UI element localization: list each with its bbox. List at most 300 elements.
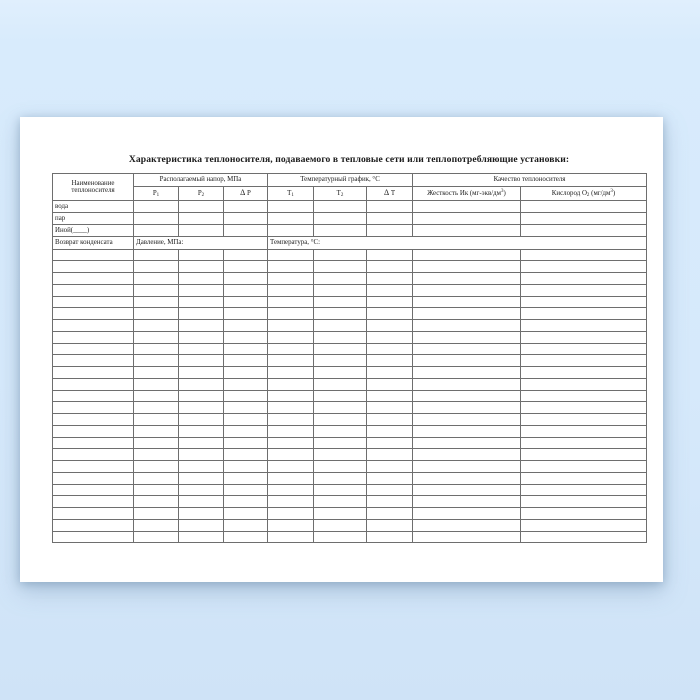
empty-cell — [367, 343, 413, 355]
empty-cell — [413, 449, 521, 461]
empty-cell — [314, 249, 367, 261]
empty-cell — [413, 508, 521, 520]
empty-cell — [268, 531, 314, 543]
empty-cell — [413, 343, 521, 355]
empty-cell — [179, 484, 224, 496]
empty-cell — [413, 213, 521, 225]
empty-cell — [224, 402, 268, 414]
empty-cell — [134, 296, 179, 308]
empty-cell — [179, 402, 224, 414]
empty-cell — [413, 296, 521, 308]
empty-cell — [521, 355, 647, 367]
empty-cell — [224, 496, 268, 508]
empty-cell — [134, 273, 179, 285]
empty-cell — [53, 402, 134, 414]
empty-cell — [224, 273, 268, 285]
empty-cell — [53, 449, 134, 461]
empty-cell — [367, 484, 413, 496]
empty-cell — [179, 355, 224, 367]
empty-cell — [521, 225, 647, 237]
empty-cell — [521, 496, 647, 508]
empty-cell — [521, 461, 647, 473]
empty-cell — [413, 461, 521, 473]
empty-cell — [179, 320, 224, 332]
empty-cell — [314, 402, 367, 414]
table-row — [53, 519, 647, 531]
table-row — [53, 531, 647, 543]
empty-cell — [367, 472, 413, 484]
empty-cell — [314, 472, 367, 484]
empty-cell — [224, 261, 268, 273]
empty-cell — [134, 519, 179, 531]
empty-cell — [268, 249, 314, 261]
empty-cell — [134, 331, 179, 343]
empty-cell — [179, 472, 224, 484]
empty-cell — [521, 261, 647, 273]
empty-cell — [179, 331, 224, 343]
empty-cell — [53, 308, 134, 320]
empty-cell — [53, 355, 134, 367]
empty-cell — [224, 225, 268, 237]
empty-cell — [224, 390, 268, 402]
empty-cell — [224, 343, 268, 355]
empty-cell — [314, 437, 367, 449]
empty-cell — [53, 261, 134, 273]
table-row — [53, 355, 647, 367]
table-row — [53, 261, 647, 273]
empty-cell — [224, 213, 268, 225]
empty-cell — [413, 378, 521, 390]
table-row — [53, 320, 647, 332]
empty-cell — [134, 320, 179, 332]
empty-cell — [179, 508, 224, 520]
empty-cell — [134, 308, 179, 320]
empty-cell — [268, 331, 314, 343]
document-page — [20, 117, 663, 582]
empty-cell — [314, 284, 367, 296]
empty-cell — [268, 390, 314, 402]
empty-cell — [179, 261, 224, 273]
table-row — [53, 378, 647, 390]
empty-cell — [224, 308, 268, 320]
table-row — [53, 449, 647, 461]
table-row — [53, 425, 647, 437]
empty-cell — [268, 425, 314, 437]
empty-cell — [179, 273, 224, 285]
empty-cell — [53, 508, 134, 520]
empty-cell — [53, 367, 134, 379]
column-header-name-line2: теплоносителя — [71, 187, 115, 194]
empty-cell — [413, 425, 521, 437]
empty-cell — [367, 201, 413, 213]
empty-cell — [179, 449, 224, 461]
empty-cell — [521, 449, 647, 461]
empty-cell — [413, 355, 521, 367]
empty-cell — [53, 425, 134, 437]
table-row — [53, 437, 647, 449]
empty-cell — [314, 531, 367, 543]
empty-cell — [314, 378, 367, 390]
empty-cell — [268, 437, 314, 449]
empty-cell — [268, 355, 314, 367]
empty-cell — [268, 225, 314, 237]
empty-cell — [224, 249, 268, 261]
table-row-steam — [53, 213, 647, 225]
empty-cell — [268, 496, 314, 508]
empty-cell — [413, 320, 521, 332]
empty-cell — [179, 225, 224, 237]
empty-cell — [53, 331, 134, 343]
empty-cell — [268, 320, 314, 332]
empty-cell — [314, 496, 367, 508]
empty-cell — [268, 472, 314, 484]
empty-cell — [314, 308, 367, 320]
empty-cell — [367, 320, 413, 332]
empty-cell — [268, 284, 314, 296]
empty-cell — [314, 508, 367, 520]
table-row — [53, 414, 647, 426]
empty-cell — [367, 425, 413, 437]
empty-cell — [314, 449, 367, 461]
empty-cell — [268, 296, 314, 308]
column-header-delta-t: Δ Т — [367, 187, 413, 201]
empty-cell — [224, 425, 268, 437]
empty-cell — [521, 367, 647, 379]
table-row — [53, 284, 647, 296]
empty-cell — [521, 320, 647, 332]
empty-cell — [268, 402, 314, 414]
empty-cell — [413, 519, 521, 531]
empty-cell — [314, 519, 367, 531]
empty-cell — [521, 390, 647, 402]
column-header-p1: $Р_1$ — [134, 187, 179, 201]
empty-cell — [413, 402, 521, 414]
empty-cell — [134, 261, 179, 273]
empty-cell — [53, 249, 134, 261]
empty-cell — [179, 414, 224, 426]
empty-cell — [367, 519, 413, 531]
empty-cell — [224, 320, 268, 332]
empty-cell — [179, 519, 224, 531]
empty-cell — [134, 402, 179, 414]
empty-cell — [367, 308, 413, 320]
row-label: пар — [53, 213, 134, 225]
empty-cell — [268, 461, 314, 473]
empty-cell — [224, 461, 268, 473]
row-label: вода — [53, 201, 134, 213]
empty-cell — [413, 496, 521, 508]
empty-cell — [53, 296, 134, 308]
empty-cell — [224, 484, 268, 496]
empty-cell — [268, 414, 314, 426]
empty-cell — [314, 343, 367, 355]
empty-cell — [179, 461, 224, 473]
empty-cell — [268, 508, 314, 520]
empty-cell — [268, 201, 314, 213]
table-row — [53, 496, 647, 508]
empty-cell — [134, 425, 179, 437]
empty-cell — [413, 531, 521, 543]
empty-cell — [521, 437, 647, 449]
empty-cell — [224, 508, 268, 520]
empty-cell — [268, 449, 314, 461]
empty-cell — [134, 449, 179, 461]
empty-cell — [134, 225, 179, 237]
empty-cell — [53, 343, 134, 355]
table-row-water — [53, 201, 647, 213]
empty-cell — [134, 437, 179, 449]
empty-cell — [521, 472, 647, 484]
empty-cell — [413, 437, 521, 449]
empty-cell — [367, 331, 413, 343]
empty-cell — [179, 284, 224, 296]
empty-cell — [224, 284, 268, 296]
empty-cell — [413, 331, 521, 343]
empty-cell — [268, 213, 314, 225]
empty-cell — [367, 437, 413, 449]
empty-cell — [521, 249, 647, 261]
column-header-delta-p: Δ Р — [224, 187, 268, 201]
empty-cell — [53, 496, 134, 508]
table-row — [53, 296, 647, 308]
empty-cell — [53, 484, 134, 496]
empty-cell — [521, 484, 647, 496]
empty-cell — [367, 213, 413, 225]
empty-cell — [413, 367, 521, 379]
empty-cell — [367, 296, 413, 308]
table-row — [53, 174, 647, 187]
empty-cell — [314, 414, 367, 426]
empty-cell — [314, 484, 367, 496]
empty-cell — [521, 519, 647, 531]
column-header-t2: $Т_2$ — [314, 187, 367, 201]
empty-cell — [367, 284, 413, 296]
empty-cell — [179, 496, 224, 508]
empty-cell — [367, 225, 413, 237]
empty-cell — [367, 402, 413, 414]
empty-cell — [134, 508, 179, 520]
empty-cell — [413, 273, 521, 285]
empty-cell — [179, 213, 224, 225]
empty-cell — [53, 519, 134, 531]
empty-cell — [179, 390, 224, 402]
empty-cell — [314, 261, 367, 273]
empty-cell — [367, 261, 413, 273]
empty-cell — [134, 249, 179, 261]
empty-cell — [314, 201, 367, 213]
empty-cell — [179, 425, 224, 437]
table-row — [53, 343, 647, 355]
table-row — [53, 187, 647, 201]
empty-cell — [314, 296, 367, 308]
empty-cell — [134, 472, 179, 484]
empty-cell — [367, 508, 413, 520]
empty-cell — [521, 414, 647, 426]
table-row — [53, 508, 647, 520]
empty-cell — [521, 201, 647, 213]
table-row — [53, 331, 647, 343]
table-row — [53, 472, 647, 484]
table-row — [53, 484, 647, 496]
empty-cell — [367, 273, 413, 285]
empty-cell — [53, 273, 134, 285]
empty-cell — [224, 355, 268, 367]
empty-cell — [179, 308, 224, 320]
empty-cell — [413, 484, 521, 496]
group-header-quality: Качество теплоносителя — [413, 174, 647, 187]
empty-cell — [521, 273, 647, 285]
empty-cell — [367, 449, 413, 461]
empty-cell — [521, 402, 647, 414]
empty-cell — [53, 472, 134, 484]
empty-cell — [314, 367, 367, 379]
empty-cell — [314, 273, 367, 285]
empty-cell — [521, 378, 647, 390]
empty-cell — [224, 296, 268, 308]
empty-cell — [314, 320, 367, 332]
column-header-hardness: Жесткость Ик $(мг-экв/дм^3)$ — [413, 187, 521, 201]
row-label: Иной(____) — [53, 225, 134, 237]
empty-cell — [224, 378, 268, 390]
empty-cell — [179, 296, 224, 308]
empty-cell — [413, 249, 521, 261]
empty-cell — [53, 320, 134, 332]
empty-cell — [268, 273, 314, 285]
empty-cell — [224, 331, 268, 343]
empty-cell — [224, 201, 268, 213]
empty-cell — [314, 225, 367, 237]
empty-rows-body — [53, 249, 647, 543]
empty-cell — [134, 496, 179, 508]
empty-cell — [413, 201, 521, 213]
table-row — [53, 249, 647, 261]
empty-cell — [521, 296, 647, 308]
empty-cell — [413, 308, 521, 320]
empty-cell — [224, 437, 268, 449]
empty-cell — [367, 249, 413, 261]
column-header-oxygen: Кислород $О_2$ $(мг/дм^3)$ — [521, 187, 647, 201]
empty-cell — [521, 213, 647, 225]
empty-cell — [134, 378, 179, 390]
empty-cell — [134, 213, 179, 225]
empty-cell — [134, 414, 179, 426]
empty-cell — [314, 331, 367, 343]
empty-cell — [268, 261, 314, 273]
empty-cell — [224, 519, 268, 531]
empty-cell — [53, 414, 134, 426]
empty-cell — [224, 449, 268, 461]
group-header-temperature: Температурный график, °С — [268, 174, 413, 187]
empty-cell — [134, 531, 179, 543]
page-title: Характеристика теплоносителя, подаваемого в тепловые сети или теплопотребляющие установки: — [128, 154, 570, 165]
table-row-other — [53, 225, 647, 237]
empty-cell — [224, 472, 268, 484]
empty-cell — [53, 284, 134, 296]
empty-cell — [134, 355, 179, 367]
empty-cell — [521, 308, 647, 320]
empty-cell — [179, 367, 224, 379]
empty-cell — [268, 519, 314, 531]
empty-cell — [314, 355, 367, 367]
empty-cell — [314, 213, 367, 225]
empty-cell — [521, 331, 647, 343]
empty-cell — [268, 484, 314, 496]
table-row — [53, 367, 647, 379]
column-header-t1: $Т_1$ — [268, 187, 314, 201]
empty-cell — [413, 284, 521, 296]
empty-cell — [53, 531, 134, 543]
empty-cell — [134, 284, 179, 296]
condensate-temperature-label: Температура, °С: — [268, 237, 647, 250]
condensate-pressure-label: Давление, МПа: — [134, 237, 268, 250]
empty-cell — [314, 425, 367, 437]
empty-cell — [367, 531, 413, 543]
table-row — [53, 461, 647, 473]
empty-cell — [268, 308, 314, 320]
empty-cell — [268, 378, 314, 390]
empty-cell — [413, 472, 521, 484]
empty-cell — [134, 367, 179, 379]
empty-cell — [179, 378, 224, 390]
empty-cell — [367, 390, 413, 402]
empty-cell — [413, 261, 521, 273]
column-header-p2: $Р_2$ — [179, 187, 224, 201]
table-row — [53, 402, 647, 414]
empty-cell — [134, 484, 179, 496]
empty-cell — [224, 367, 268, 379]
empty-cell — [367, 461, 413, 473]
empty-cell — [268, 367, 314, 379]
empty-cell — [314, 390, 367, 402]
empty-cell — [134, 461, 179, 473]
empty-cell — [367, 496, 413, 508]
empty-cell — [179, 249, 224, 261]
row-label: Возврат конденсата — [53, 237, 134, 250]
empty-cell — [367, 355, 413, 367]
empty-cell — [224, 414, 268, 426]
table-row — [53, 273, 647, 285]
empty-cell — [179, 531, 224, 543]
group-header-pressure: Располагаемый напор, МПа — [134, 174, 268, 187]
column-header-name-line1: Наименование — [71, 179, 115, 187]
table-row — [53, 390, 647, 402]
empty-cell — [53, 378, 134, 390]
empty-cell — [521, 284, 647, 296]
empty-cell — [314, 461, 367, 473]
empty-cell — [268, 343, 314, 355]
empty-cell — [521, 425, 647, 437]
empty-cell — [53, 437, 134, 449]
empty-cell — [134, 390, 179, 402]
empty-cell — [521, 343, 647, 355]
empty-cell — [134, 201, 179, 213]
empty-cell — [53, 390, 134, 402]
empty-cell — [521, 508, 647, 520]
empty-cell — [53, 461, 134, 473]
empty-cell — [224, 531, 268, 543]
empty-cell — [413, 414, 521, 426]
heat-carrier-table — [52, 173, 647, 543]
empty-cell — [179, 437, 224, 449]
empty-cell — [521, 531, 647, 543]
empty-cell — [179, 343, 224, 355]
empty-cell — [134, 343, 179, 355]
column-header-name — [53, 174, 134, 201]
empty-cell — [413, 225, 521, 237]
empty-cell — [179, 201, 224, 213]
empty-cell — [367, 378, 413, 390]
empty-cell — [413, 390, 521, 402]
